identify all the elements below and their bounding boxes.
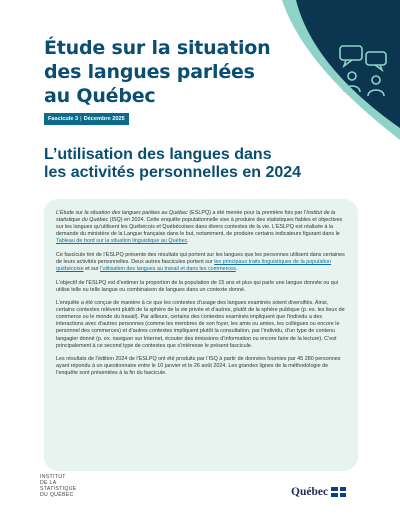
paragraph-text: (ISQ) en 2024. Cette enquête populationnelle vise à produire des statistiques fiables et objectives sur les langues qu’utilisent les Québécois et Québécoises dans divers contextes de la vie. L’ESLPQ est réalisée à la demande du ministère de la Langue française dans le but, notamment, de produire certains indicateurs figurant dans le [56, 217, 343, 238]
isq-logo-line: INSTITUT [40, 474, 66, 480]
document-subtitle [44, 146, 324, 182]
isq-logo-line: STATISTIQUE [40, 486, 77, 492]
issue-tag [44, 113, 129, 125]
isq-logo-line: DE LA [40, 480, 57, 486]
intro-paragraph-1 [56, 210, 346, 245]
linguistic-traits-link[interactable]: les principaux traits linguistiques de la population québécoise [56, 258, 332, 273]
quebec-logo [291, 486, 346, 498]
institute-italic: Institut de la statistique du Québec [56, 210, 336, 224]
paragraph-text: . [187, 238, 189, 245]
isq-logo [40, 474, 77, 498]
paragraph-text: Ce fascicule tiré de l’ESLPQ présente des résultats qui portent sur les langues que les personnes utilisent dans certaines de leurs activités personnelles. Deux autres fascicules portent sur [56, 251, 345, 265]
title-line: des langues parlées [44, 61, 255, 83]
paragraph-text: . [235, 266, 238, 273]
issue-separator: | [80, 116, 82, 122]
paragraph-text: (ESLPQ) a été menée pour la première fois par l’ [187, 210, 307, 216]
issue-part: Fascicule 3 [48, 116, 79, 122]
quebec-flag-icon [331, 487, 346, 497]
document-title [44, 36, 324, 108]
intro-box [44, 199, 358, 471]
title-line: au Québec [44, 85, 156, 107]
survey-title-italic: L’Étude sur la situation des langues parlées au Québec [56, 210, 188, 216]
work-commerce-link[interactable]: l’utilisation des langues au travail et dans les commerces [100, 266, 236, 273]
intro-paragraph-5: Les résultats de l’édition 2024 de l’ESLPQ ont été produits par l’ISQ à partir de données fournies par 45 280 personnes ayant répondu à un questionnaire entre le 10 janvier et le 26 août 2024. Les grandes lignes de la méthodologie de l’enquête sont présentées à la fin du fascicule. [56, 356, 341, 377]
quebec-wordmark: Québec [291, 486, 329, 498]
paragraph-text: et sur [83, 266, 101, 273]
intro-paragraph-3: L’objectif de l’ESLPQ est d’estimer la proportion de la population de 15 ans et plus qui parle une langue donnée ou qui utilise telle ou telle langue ou combinaison de langues dans un contexte donné. [56, 279, 339, 293]
intro-paragraph-4: L’enquête a été conçue de manière à ce que les contextes d’usage des langues examinés soient diversifiés. Ainsi, certains contextes relèvent plutôt de la sphère de la vie privée et d’autres, plutôt de la sphère publique (p. ex. les lieux de commerce ou le monde du travail). Par ailleurs, certains des contextes examinés impliquent que l’individu a des interactions avec d’autres personnes (comme les membres de son foyer, les amis ou amies, les collègues ou encore le personnel des commerces) et d’autres contextes impliquent plutôt la consultation, par l’individu, d’un type de contenu langagier donné (p. ex. naviguer sur Internet, écouter des émissions d’information ou encore faire de la lecture). C’est principalement à ce second type de contextes que s’intéresse le présent fascicule. [56, 300, 345, 349]
intro-paragraph-2 [56, 252, 346, 273]
isq-logo-line: DU QUÉBEC [40, 492, 74, 498]
subtitle-line: L’utilisation des langues dans [44, 146, 272, 163]
subtitle-line: les activités personnelles en 2024 [44, 164, 302, 181]
issue-date: Décembre 2025 [83, 116, 125, 122]
title-line: Étude sur la situation [44, 37, 271, 59]
dashboard-link[interactable]: Tableau de bord sur la situation linguistique au Québec [56, 238, 188, 245]
